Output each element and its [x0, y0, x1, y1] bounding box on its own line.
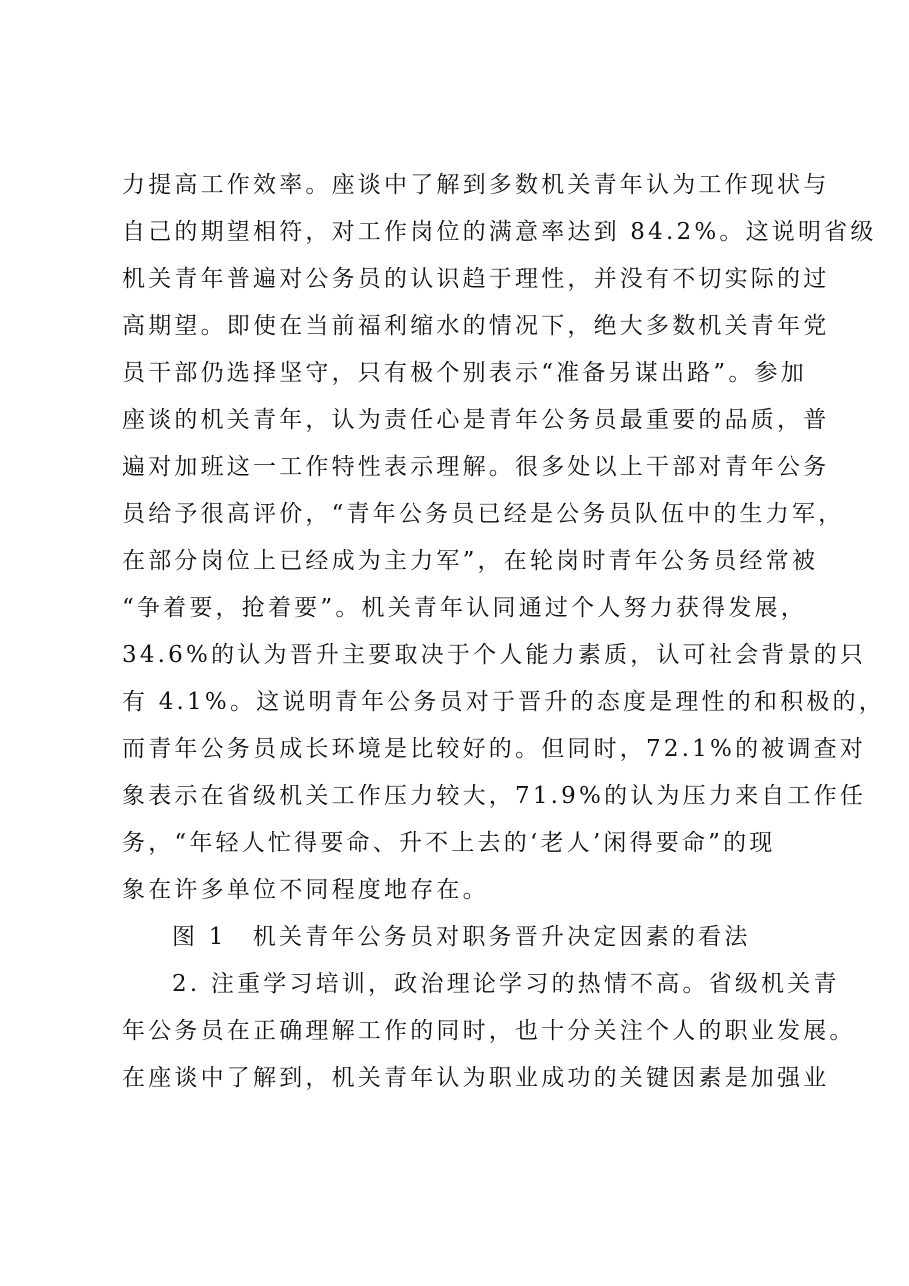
- paragraph-line: 在座谈中了解到，机关青年认为职业成功的关键因素是加强业: [122, 1065, 830, 1091]
- paragraph-line: 而青年公务员成长环境是比较好的。但同时，72.1%的被调查对: [122, 736, 867, 762]
- paragraph-line: 力提高工作效率。座谈中了解到多数机关青年认为工作现状与: [122, 172, 830, 198]
- paragraph-line: “争着要，抢着要”。机关青年认同通过个人努力获得发展，: [122, 595, 807, 621]
- paragraph-line: 象表示在省级机关工作压力较大，71.9%的认为压力来自工作任: [122, 783, 867, 809]
- paragraph-line: 34.6%的认为晋升主要取决于个人能力素质，认可社会背景的只: [122, 642, 867, 668]
- paragraph-line: 遍对加班这一工作特性表示理解。很多处以上干部对青年公务: [122, 454, 830, 480]
- paragraph-line: 有 4.1%。这说明青年公务员对于晋升的态度是理性的和积极的，: [122, 689, 885, 715]
- paragraph-line: 员给予很高评价，“青年公务员已经是公务员队伍中的生力军，: [122, 501, 845, 527]
- paragraph-line: 象在许多单位不同程度地存在。: [122, 877, 489, 903]
- paragraph-line: 在部分岗位上已经成为主力军”，在轮岗时青年公务员经常被: [122, 548, 819, 574]
- paragraph-line: 高期望。即使在当前福利缩水的情况下，绝大多数机关青年党: [122, 313, 830, 339]
- section-heading-line: 2. 注重学习培训，政治理论学习的热情不高。省级机关青: [172, 971, 840, 997]
- paragraph-line: 座谈的机关青年，认为责任心是青年公务员最重要的品质，普: [122, 407, 830, 433]
- figure-caption: 图 1 机关青年公务员对职务晋升决定因素的看法: [172, 924, 751, 950]
- paragraph-line: 年公务员在正确理解工作的同时，也十分关注个人的职业发展。: [122, 1018, 856, 1044]
- paragraph-line: 机关青年普遍对公务员的认识趋于理性，并没有不切实际的过: [122, 266, 830, 292]
- paragraph-line: 自己的期望相符，对工作岗位的满意率达到 84.2%。这说明省级: [122, 219, 877, 245]
- paragraph-line: 务，“年轻人忙得要命、升不上去的‘老人’闲得要命”的现: [122, 830, 776, 856]
- paragraph-line: 员干部仍选择坚守，只有极个别表示“准备另谋出路”。参加: [122, 360, 807, 386]
